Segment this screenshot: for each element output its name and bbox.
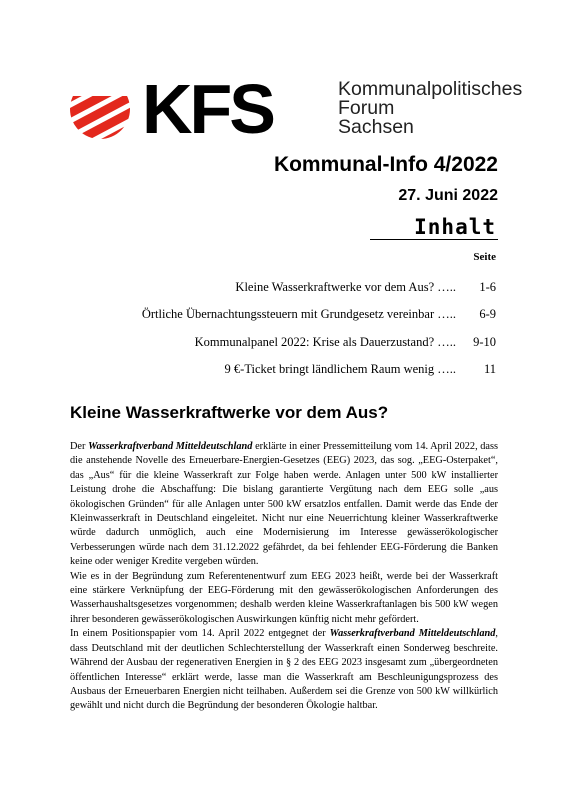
toc-entry-title: 9 €-Ticket bringt ländlichem Raum wenig ….. bbox=[224, 362, 456, 376]
toc-entry[interactable] bbox=[142, 306, 496, 322]
toc-heading: Inhalt bbox=[414, 215, 496, 239]
paragraph-text: In einem Positionspapier vom 14. April 2022 entgegnet der bbox=[70, 628, 326, 640]
kfs-logo bbox=[70, 70, 523, 148]
toc-entry[interactable] bbox=[225, 361, 496, 377]
toc-entry[interactable] bbox=[235, 279, 496, 295]
logo-subtitle bbox=[338, 80, 522, 137]
toc-divider bbox=[370, 239, 498, 240]
article-paragraph bbox=[70, 627, 498, 713]
paragraph-text: Der bbox=[70, 441, 86, 452]
toc-page-column-label: Seite bbox=[473, 251, 496, 263]
document-title: Kommunal-Info 4/2022 bbox=[273, 153, 498, 176]
article-heading: Kleine Wasserkraftwerke vor dem Aus? bbox=[70, 403, 389, 422]
paragraph-text: erklärte in einer Pressemitteilung vom 14. April 2022, dass die anstehende Novelle des Erneuerbare-Energien-Gesetzes (EEG) 2023, das sog. „EEG-Osterpaket“, das „Aus“ für die kleine Wasserkraft zur Folge haben werde. Anlagen unter 500 kW installierter Leistung drohe die Abschaffung: Die bislang garantierte Vergütung nach dem EEG solle „aus ökologischen Gründen“ für alle Anlagen unter 500 kW ersatzlos entfallen. Damit werde das Ende der Kleinwasserkraft in Deutschland eingeleitet. Nicht nur eine Neuerrichtung kleiner Wasserkraftwerke würde dadurch unmöglich, auch eine Modernisierung im Interesse gewässerökologischer Verbesserungen würde nach dem 31.12.2022 gefährdet, da bei fehlender EEG-Förderung die Banken keine oder weniger Kredite vergeben würden. bbox=[70, 441, 498, 568]
toc-entry-title: Örtliche Übernachtungssteuern mit Grundgesetz vereinbar ….. bbox=[141, 307, 456, 321]
logo-line: Kommunalpolitisches bbox=[338, 78, 523, 100]
organization-name: Wasserkraftverband Mitteldeutschland bbox=[329, 628, 496, 640]
toc-entry-pages: 11 bbox=[483, 362, 496, 376]
organization-name: Wasserkraftverband Mitteldeutschland bbox=[88, 441, 253, 452]
toc-entry-title: Kommunalpanel 2022: Krise als Dauerzustand? ….. bbox=[194, 335, 456, 349]
kfs-logo-mark bbox=[70, 78, 130, 140]
logo-line: Forum bbox=[338, 97, 395, 119]
logo-wordmark: KFS bbox=[142, 70, 273, 148]
toc-entry-pages: 9-10 bbox=[473, 335, 496, 349]
toc-entry-pages: 1-6 bbox=[479, 280, 496, 294]
article-body bbox=[70, 440, 498, 714]
article-paragraph bbox=[70, 440, 498, 570]
toc-entry-title: Kleine Wasserkraftwerke vor dem Aus? ….. bbox=[235, 280, 456, 294]
document-date: 27. Juni 2022 bbox=[398, 187, 498, 204]
toc-entry[interactable] bbox=[195, 334, 496, 350]
logo-line: Sachsen bbox=[338, 116, 414, 138]
paragraph-text: , dass Deutschland mit der deutlichen Schlechterstellung der Wasserkraft einen Sonderweg beschreite. Während der Ausbau der regenerativen Energien in § 2 des EEG 2023 insgesamt zum „übergeordneten öffentlichen Interesse“ erklärt werde, lasse man die Wasserkraft am Beschleunigungsprozess des Ausbaus der Erneuerbaren Energien nicht teilhaben. Außerdem sei die Grenze von 500 kW willkürlich gewählt und nicht durch die Begründung der besonderen Ökologie haltbar. bbox=[70, 628, 498, 712]
article-paragraph: Wie es in der Begründung zum Referentenentwurf zum EEG 2023 heißt, werde bei der Wasserkraft eine stärkere Verknüpfung der EEG-Förderung mit den gewässerökologischen Anforderungen des Wasserhaushaltsgesetzes vorgenommen; deshalb werden kleine Wasserkraftanlagen bis 500 kW wegen ihrer besonderen gewässerökologischen Auswirkungen künftig nicht mehr gefördert. bbox=[70, 570, 498, 625]
toc-entry-pages: 6-9 bbox=[479, 307, 496, 321]
